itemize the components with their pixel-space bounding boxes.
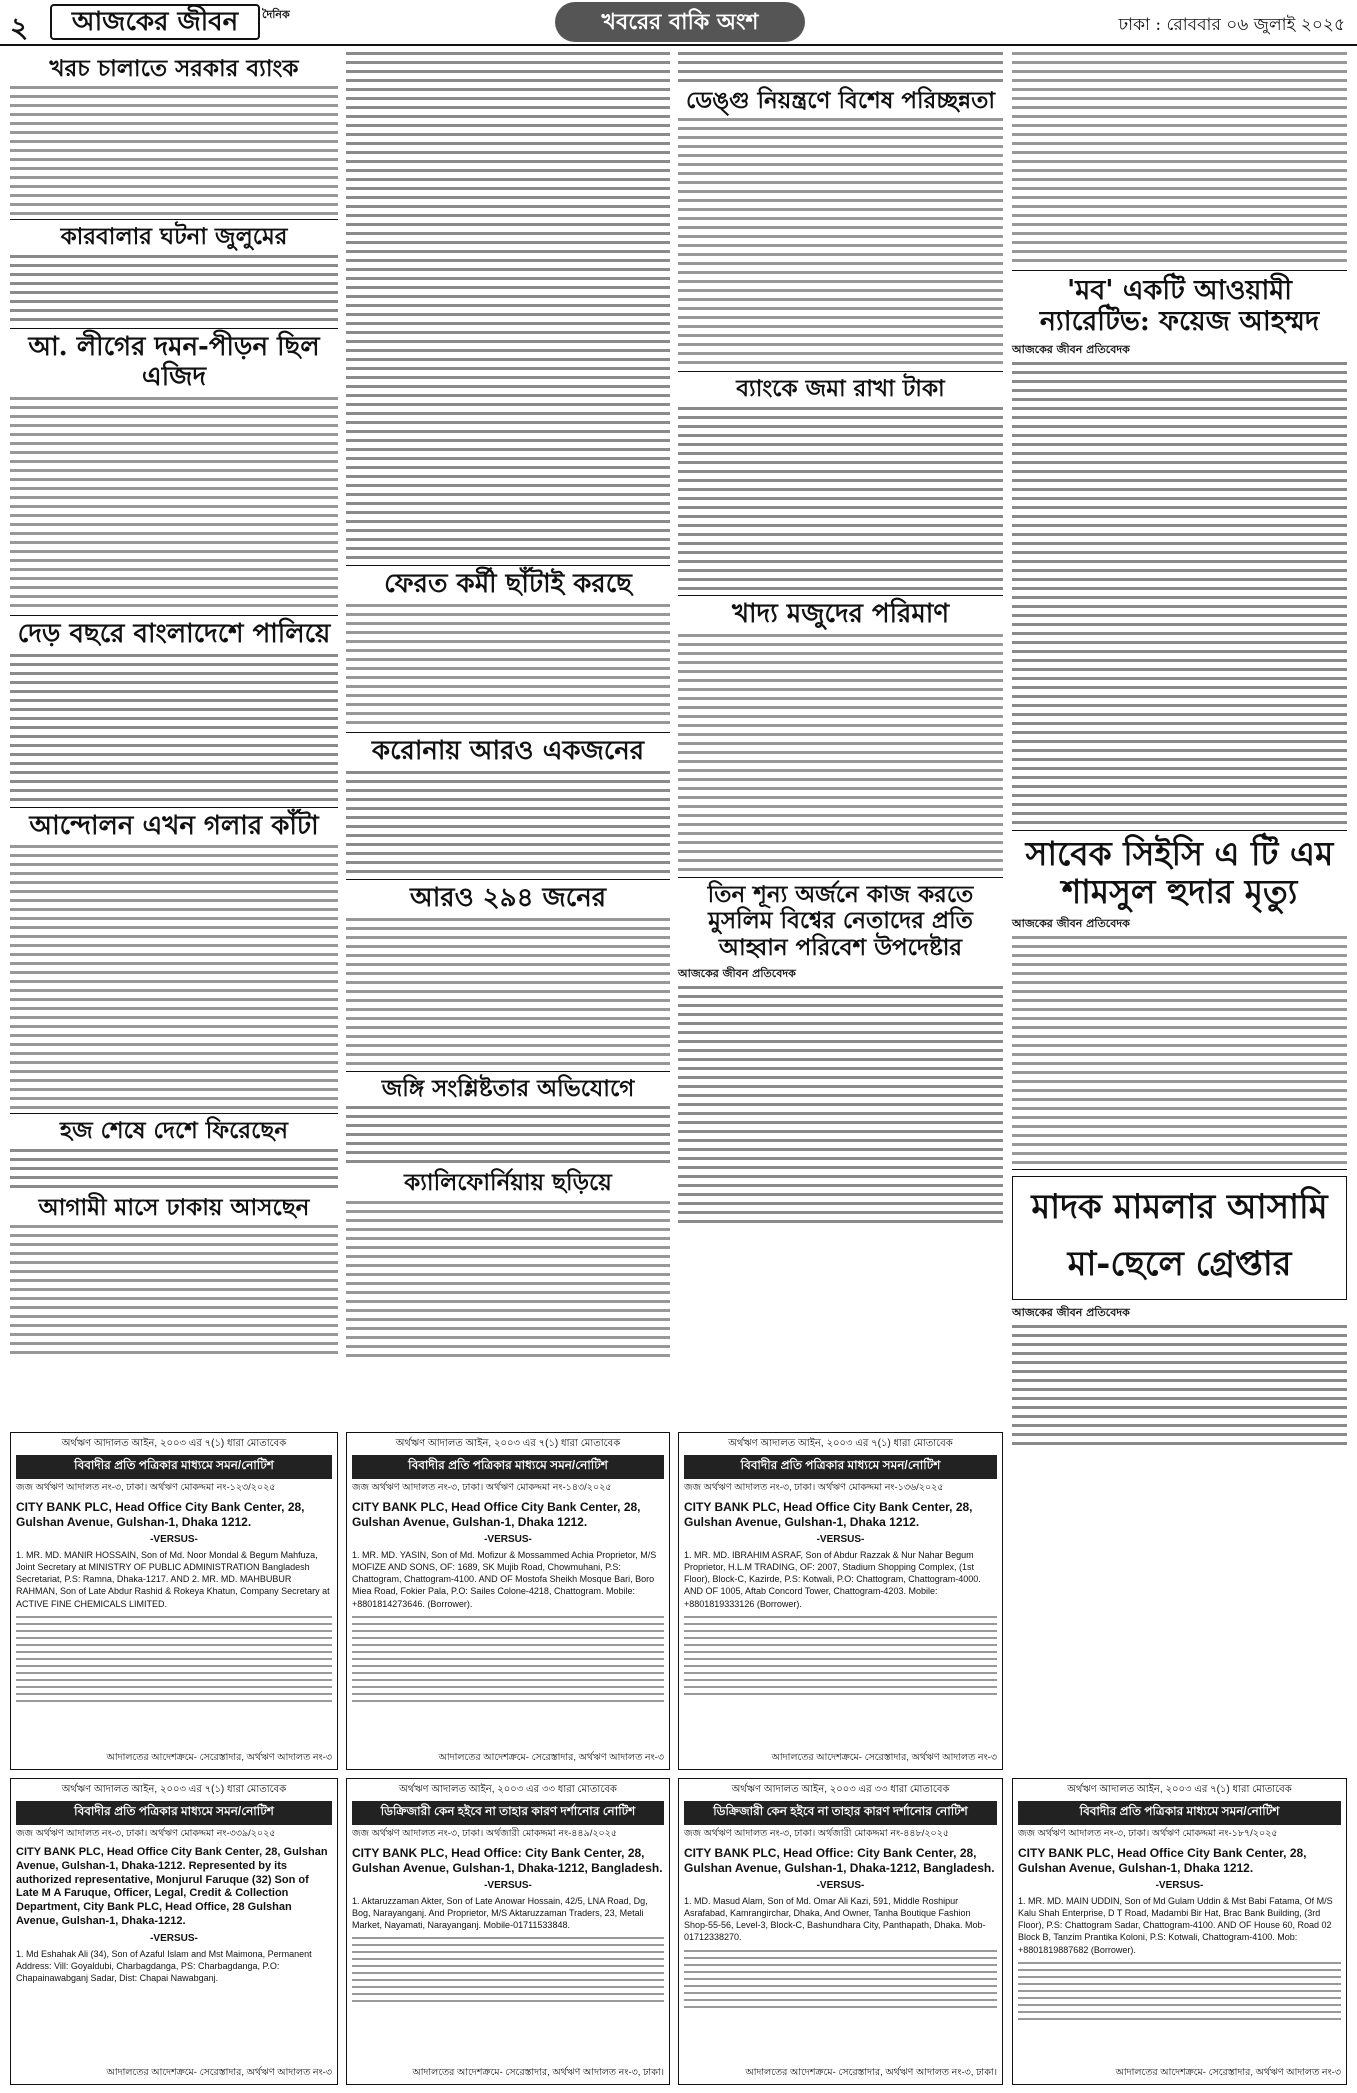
- column-3: [678, 52, 1003, 1226]
- notice-versus: -VERSUS-: [150, 1932, 198, 1944]
- article-body: [1012, 936, 1347, 1166]
- notice-footer: আদালতের আদেশক্রমে- সেরেস্তাদার, অর্থঋণ আদালত নং-৩: [106, 1752, 332, 1763]
- headline-karbala: কারবালার ঘটনা জুলুমের: [60, 223, 288, 251]
- headline-bank-borrowing: খরচ চালাতে সরকার ব্যাংক: [49, 55, 299, 82]
- notice-law: অর্থঋণ আদালত আইন, ২০০৩ এর ৭(১) ধারা মোতাবেক: [1067, 1784, 1292, 1795]
- legal-notice-1: [10, 1432, 338, 1770]
- notice-footer: আদালতের আদেশক্রমে- সেরেস্তাদার, অর্থঋণ আদালত নং-৩, ঢাকা।: [412, 2067, 664, 2078]
- article-body: [346, 52, 670, 562]
- byline: আজকের জীবন প্রতিবেদক: [1012, 343, 1130, 357]
- notice-versus: -VERSUS-: [1155, 1880, 1204, 1891]
- article-body: [346, 771, 670, 876]
- notice-footer: আদালতের আদেশক্রমে- সেরেস্তাদার, অর্থঋণ আদালত নং-৩, ঢাকা।: [745, 2067, 997, 2078]
- legal-notice-3: [678, 1432, 1003, 1770]
- legal-notice-6: [678, 1778, 1003, 2085]
- notice-title: ডিক্রিজারী কেন হইবে না তাহার কারণ দর্শানোর নোটিশ: [352, 1801, 664, 1825]
- notice-plaintiff: CITY BANK PLC, Head Office City Bank Center, 28, Gulshan Avenue, Gulshan-1, Dhaka 1212.: [352, 1500, 641, 1529]
- notice-title: ডিক্রিজারী কেন হইবে না তাহার কারণ দর্শানোর নোটিশ: [684, 1801, 997, 1825]
- notice-case: জজ অর্থঋণ আদালত নং-৩, ঢাকা। অর্থঋণ মোকদ্দমা নং-১৩৬/২০২৫: [684, 1482, 944, 1493]
- notice-case: জজ অর্থঋণ আদালত নং-৩, ঢাকা। অর্থঋণ মোকদ্দমা নং-১৪৩/২০২৫: [352, 1482, 612, 1493]
- notice-defendant: 1. MR. MD. MANIR HOSSAIN, Son of Md. Noor Mondal & Begum Mahfuza, Joint Secretary at MINISTRY OF PUBLIC ADMINISTRATION Bangladesh Secretariat, P.S: Ramna, Dhaka-1217. AND 2. MR. MD. MAHBUBUR RAHMAN, Son of Late Abdur Rashid & Rokeya Khatun, Company Secretary at ACTIVE FINE CHEMICALS LIMITED.: [16, 1550, 330, 1609]
- notice-defendant: 1. MD. Masud Alam, Son of Md. Omar Ali Kazi, 591, Middle Roshipur Asrafabad, Kamrangirchar, Dhaka, And Owner, Tanha Boutique Fashion Shop-55-56, Level-3, Block-C, Bashundhara City, Panthapath, Dhaka. Mob-01712338270.: [684, 1896, 986, 1943]
- notice-plaintiff: CITY BANK PLC, Head Office City Bank Center, 28, Gulshan Avenue, Gulshan-1, Dhaka 1212.: [1018, 1846, 1307, 1875]
- notice-plaintiff: CITY BANK PLC, Head Office City Bank Center, 28, Gulshan Avenue, Gulshan-1, Dhaka 1212.: [16, 1500, 305, 1529]
- article-body: [678, 986, 1003, 1226]
- byline: আজকের জীবন প্রতিবেদক: [1012, 916, 1130, 930]
- notice-versus: -VERSUS-: [150, 1534, 198, 1545]
- byline: আজকের জীবন প্রতিবেদক: [678, 967, 796, 981]
- headline-three-zeros: তিন শূন্য অর্জনে কাজ করতে মুসলিম বিশ্বের নেতাদের প্রতি আহ্বান পরিবেশ উপদেষ্টার: [707, 880, 974, 961]
- headline-movement: আন্দোলন এখন গলার কাঁটা: [29, 810, 319, 841]
- article-body: [1012, 52, 1347, 267]
- headline-drug-case: মাদক মামলার আসামি মা-ছেলে গ্রেপ্তার: [1012, 1176, 1347, 1300]
- notice-versus: -VERSUS-: [816, 1534, 865, 1545]
- column-4: [1012, 52, 1347, 1450]
- article-body: [10, 845, 338, 1110]
- article-body: [10, 255, 338, 325]
- headline-hajj-return: হজ শেষে দেশে ফিরেছেন: [59, 1117, 288, 1145]
- article-body: [1012, 362, 1347, 827]
- legal-notice-7: [1012, 1778, 1347, 2085]
- notice-footer: আদালতের আদেশক্রমে- সেরেস্তাদার, অর্থঋণ আদালত নং-৩: [106, 2067, 332, 2078]
- article-body: [10, 397, 338, 612]
- notice-plaintiff: CITY BANK PLC, Head Office City Bank Center, 28, Gulshan Avenue, Gulshan-1, Dhaka 1212.: [684, 1500, 973, 1529]
- notice-title: বিবাদীর প্রতি পত্রিকার মাধ্যমে সমন/নোটিশ: [352, 1455, 664, 1479]
- byline: আজকের জীবন প্রতিবেদক: [1012, 1305, 1130, 1319]
- article-body: [346, 1201, 670, 1361]
- notice-title: বিবাদীর প্রতি পত্রিকার মাধ্যমে সমন/নোটিশ: [16, 1455, 332, 1479]
- notice-defendant: 1. MR. MD. YASIN, Son of Md. Mofizur & Mossammed Achia Proprietor, M/S MOFIZE AND SONS, OF: 1689, SK Mujib Road, Chowmuhani, P.S: Chattogram, Chattogram-4100. AND OF Mostofa Sheikh Mosque Bari, Boro Miea Road, Fokier Pala, P.O: Sailes Colone-4218, Chattogram. Mobile: +8801814273646. (Borrower).: [352, 1550, 657, 1609]
- headline-fled-to-bangladesh: দেড় বছরে বাংলাদেশে পালিয়ে: [17, 618, 331, 649]
- article-body: [10, 86, 338, 216]
- article-body: [678, 118, 1003, 368]
- notice-footer: আদালতের আদেশক্রমে- সেরেস্তাদার, অর্থঋণ আদালত নং-৩: [1115, 2067, 1341, 2078]
- notice-case: জজ অর্থঋণ আদালত নং-৩, ঢাকা। অর্থঋণ মোকদ্দমা নং-৩৩৯/২০২৫: [16, 1828, 276, 1839]
- headline-militancy: জঙ্গি সংশ্লিষ্টতার অভিযোগে: [381, 1074, 635, 1102]
- notice-defendant: 1. MR. MD. IBRAHIM ASRAF, Son of Abdur Razzak & Nur Nahar Begum Proprietor, H.L.M TRADING, OF: 2007, Stadium Shopping Complex, (1st Floor), Block-C, Kazirde, P.S: Kotwali, P.O: Chattogram, Chattogram-4000. AND OF 1005, Aftab Concord Tower, Chattogram-4203. Mobile: +8801819333126 (Borrower).: [684, 1550, 981, 1609]
- notice-law: অর্থঋণ আদালত আইন, ২০০৩ এর ৭(১) ধারা মোতাবেক: [395, 1438, 621, 1449]
- headline-california: ক্যালিফোর্নিয়ায় ছড়িয়ে: [404, 1169, 612, 1197]
- notice-footer: আদালতের আদেশক্রমে- সেরেস্তাদার, অর্থঋণ আদালত নং-৩: [438, 1752, 664, 1763]
- notice-case: জজ অর্থঋণ আদালত নং-৩, ঢাকা। অর্থঋণ মোকদ্দমা নং-১৮৭/২০২৫: [1018, 1828, 1278, 1839]
- notice-versus: -VERSUS-: [484, 1534, 532, 1545]
- page-number: ২: [10, 11, 29, 44]
- masthead: [0, 0, 1357, 46]
- legal-notice-5: [346, 1778, 670, 2085]
- newspaper-logo: আজকের জীবন: [50, 4, 260, 40]
- issue-date: ঢাকা : রোববার ০৬ জুলাই ২০২৫: [1118, 15, 1345, 35]
- section-title: খবরের বাকি অংশ: [555, 2, 805, 42]
- notice-footer: আদালতের আদেশক্রমে- সেরেস্তাদার, অর্থঋণ আদালত নং-৩: [771, 1752, 997, 1763]
- headline-food-stock: খাদ্য মজুদের পরিমাণ: [731, 598, 950, 629]
- daily-label: দৈনিক: [262, 8, 290, 21]
- headline-mob-narrative: 'মব' একটি আওয়ামী ন্যারেটিভ: ফয়েজ আহম্মদ: [1039, 275, 1320, 338]
- headline-awami-league: আ. লীগের দমন-পীড়ন ছিল এজিদ: [28, 331, 320, 392]
- headline-shamsul-huda: সাবেক সিইসি এ টি এম শামসুল হুদার মৃত্যু: [1025, 834, 1334, 912]
- legal-notice-2: [346, 1432, 670, 1770]
- article-body: [678, 52, 1003, 84]
- notice-defendant: 1. MR. MD. MAIN UDDIN, Son of Md Gulam Uddin & Mst Babi Fatama, Of M/S Kalu Shah Enterprise, D T Road, Madambi Bir Hat, Brac Bank Building, (3rd Floor), P.S: Chattogram Sadar, Chattogram-4100. AND OF House 60, Road 02 Block B, Tanzim Prantika Koloni, P.S: Kotwali, Chattogram-4100. Mob: +8801819887682 (Borrower).: [1018, 1896, 1333, 1955]
- notice-plaintiff: CITY BANK PLC, Head Office City Bank Center, 28, Gulshan Avenue, Gulshan-1, Dhaka-1212. Represented by its authorized representative, Monjurul Faruque (32) Son of Late M A Faruque, Officer, Legal, Credit & Collection Department, City Bank PLC, Head Office, 28 Gulshan Avenue, Gulshan-1, Dhaka-1212.: [16, 1846, 328, 1927]
- article-body: [678, 407, 1003, 592]
- article-body: [10, 1149, 338, 1191]
- article-body: [346, 918, 670, 1068]
- headline-coming-to-dhaka: আগামী মাসে ঢাকায় আসছেন: [38, 1193, 310, 1221]
- notice-title: বিবাদীর প্রতি পত্রিকার মাধ্যমে সমন/নোটিশ: [684, 1455, 997, 1479]
- headline-corona: করোনায় আরও একজনের: [371, 735, 645, 766]
- notice-case: জজ অর্থঋণ আদালত নং-৩, ঢাকা। অর্থজারী মোকদ্দমা নং-৪৪৮/২০২৫: [684, 1828, 950, 1839]
- article-body: [678, 634, 1003, 874]
- notice-law: অর্থঋণ আদালত আইন, ২০০৩ এর ৭(১) ধারা মোতাবেক: [61, 1438, 287, 1449]
- notice-law: অর্থঋণ আদালত আইন, ২০০৩ এর ৭(১) ধারা মোতাবেক: [728, 1438, 953, 1449]
- notice-title: বিবাদীর প্রতি পত্রিকার মাধ্যমে সমন/নোটিশ: [16, 1801, 332, 1825]
- notice-versus: -VERSUS-: [816, 1880, 865, 1891]
- column-2: [346, 52, 670, 1361]
- notice-versus: -VERSUS-: [484, 1880, 532, 1891]
- notice-case: জজ অর্থঋণ আদালত নং-৩, ঢাকা। অর্থঋণ মোকদ্দমা নং-১২৩/২০২৫: [16, 1482, 276, 1493]
- notice-defendant: 1. Md Eshahak Ali (34), Son of Azaful Islam and Mst Maimona, Permanent Address: Vill: Goyaldubi, Charbagdanga, PS: Charbagdanga, P.O: Chapainawabganj Sadar, Dist: Chapai Nawabganj.: [16, 1948, 312, 1983]
- headline-returnee-workers: ফেরত কর্মী ছাঁটাই করছে: [384, 569, 632, 599]
- notice-case: জজ অর্থঋণ আদালত নং-৩, ঢাকা। অর্থজারী মোকদ্দমা নং-৪৪৯/২০২৫: [352, 1828, 618, 1839]
- notice-plaintiff: CITY BANK PLC, Head Office: City Bank Center, 28, Gulshan Avenue, Gulshan-1, Dhaka-1212, Bangladesh.: [352, 1846, 663, 1875]
- notice-law: অর্থঋণ আদালত আইন, ২০০৩ এর ৩৩ ধারা মোতাবেক: [731, 1784, 950, 1795]
- headline-294: আরও ২৯৪ জনের: [409, 882, 607, 913]
- notice-defendant: 1. Aktaruzzaman Akter, Son of Late Anowar Hossain, 42/5, LNA Road, Dg, Bog, Narayanganj. And Proprietor, M/S Aktaruzzaman Traders, 23, Metali Market, Nayamati, Narayanganj. Mobile-01711533848.: [352, 1896, 648, 1931]
- notice-plaintiff: CITY BANK PLC, Head Office: City Bank Center, 28, Gulshan Avenue, Gulshan-1, Dhaka-1212, Bangladesh.: [684, 1846, 995, 1875]
- notice-law: অর্থঋণ আদালত আইন, ২০০৩ এর ৭(১) ধারা মোতাবেক: [61, 1784, 287, 1795]
- notice-title: বিবাদীর প্রতি পত্রিকার মাধ্যমে সমন/নোটিশ: [1018, 1801, 1341, 1825]
- column-1: [10, 52, 338, 1355]
- article-body: [10, 1225, 338, 1355]
- article-body: [346, 1106, 670, 1166]
- headline-bank-deposit: ব্যাংকে জমা রাখা টাকা: [736, 375, 945, 403]
- article-body: [1012, 1325, 1347, 1450]
- headline-dengue: ডেঙ্গু নিয়ন্ত্রণে বিশেষ পরিচ্ছন্নতা: [685, 87, 996, 114]
- article-body: [346, 604, 670, 729]
- notice-law: অর্থঋণ আদালত আইন, ২০০৩ এর ৩৩ ধারা মোতাবেক: [399, 1784, 617, 1795]
- article-body: [10, 654, 338, 804]
- legal-notice-4: [10, 1778, 338, 2085]
